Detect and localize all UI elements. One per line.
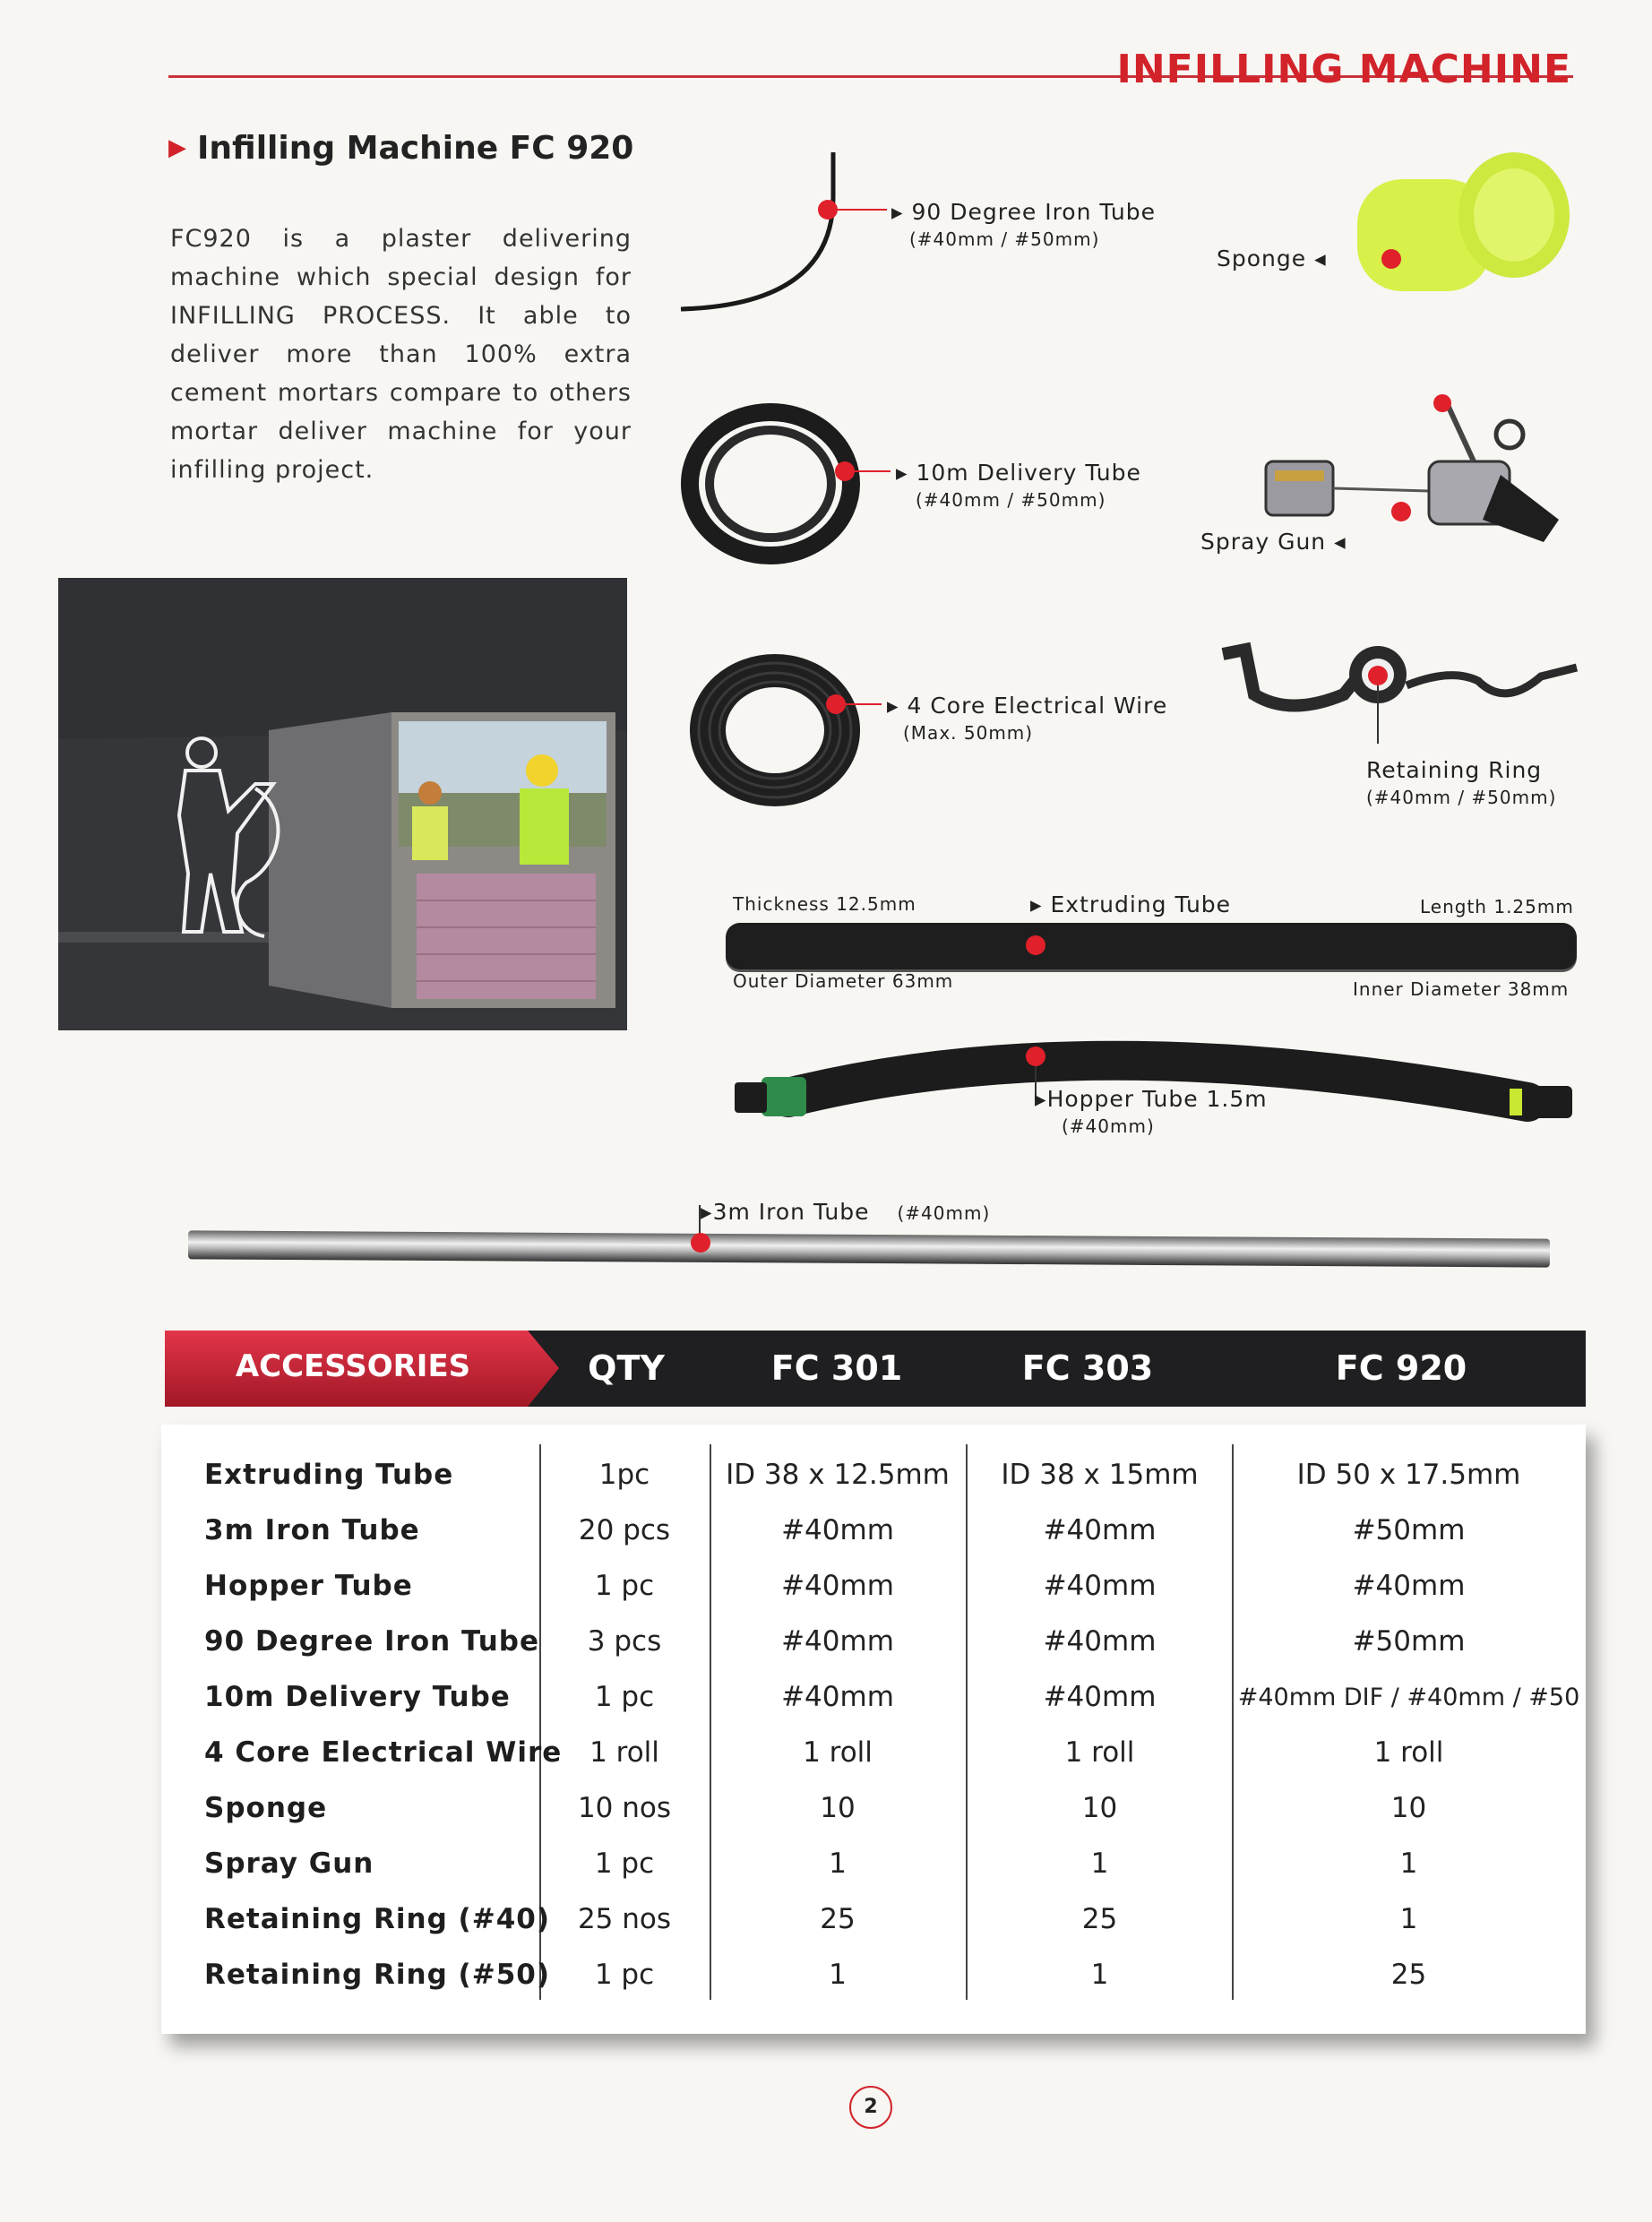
iron-tube-3m-image bbox=[188, 1230, 1550, 1267]
retaining-ring-image bbox=[1218, 632, 1586, 730]
retaining-ring-marker bbox=[1368, 666, 1388, 685]
hopper-tube-spec: (#40mm) bbox=[1062, 1115, 1155, 1137]
row-fc303: 1 bbox=[1090, 1847, 1109, 1880]
row-qty: 3 pcs bbox=[587, 1625, 662, 1658]
row-fc303: #40mm bbox=[1043, 1625, 1157, 1658]
row-fc920: #40mm bbox=[1352, 1570, 1466, 1602]
delivery-tube-marker bbox=[835, 461, 855, 481]
row-fc301: #40mm bbox=[781, 1625, 894, 1658]
extruding-inner-diameter: Inner Diameter 38mm bbox=[1353, 978, 1570, 1000]
iron-tube-3m-marker bbox=[691, 1233, 710, 1253]
iron-tube-3m-label: ▸3m Iron Tube (#40mm) bbox=[701, 1199, 991, 1225]
iron-tube-90-label: ▸ 90 Degree Iron Tube bbox=[891, 199, 1156, 225]
extruding-length: Length 1.25mm bbox=[1420, 896, 1574, 917]
row-qty: 1 pc bbox=[594, 1959, 655, 1991]
electrical-wire-image bbox=[681, 645, 873, 820]
table-row bbox=[161, 1459, 1586, 1514]
table-row bbox=[161, 1903, 1586, 1959]
section-title-text: Infilling Machine FC 920 bbox=[197, 130, 634, 167]
row-fc301: ID 38 x 12.5mm bbox=[726, 1459, 950, 1491]
header-fc303: FC 303 bbox=[1021, 1348, 1154, 1388]
row-fc303: 25 bbox=[1081, 1903, 1118, 1935]
iron-tube-90-leader bbox=[838, 209, 887, 211]
spray-gun-marker bbox=[1391, 502, 1411, 521]
delivery-tube-spec: (#40mm / #50mm) bbox=[916, 489, 1106, 511]
row-fc920: 25 bbox=[1390, 1959, 1427, 1991]
row-fc920: ID 50 x 17.5mm bbox=[1296, 1459, 1521, 1491]
electrical-wire-marker bbox=[826, 694, 846, 714]
row-fc301: #40mm bbox=[781, 1514, 894, 1546]
electrical-wire-leader bbox=[846, 703, 882, 705]
table-row bbox=[161, 1736, 1586, 1792]
row-fc920: #40mm DIF / #40mm / #50 bbox=[1237, 1684, 1580, 1711]
row-qty: 1 pc bbox=[594, 1570, 655, 1602]
spray-gun-label: Spray Gun ◂ bbox=[1200, 529, 1347, 555]
row-name: Retaining Ring (#40) bbox=[204, 1903, 551, 1935]
row-fc303: #40mm bbox=[1043, 1570, 1157, 1602]
row-name: 90 Degree Iron Tube bbox=[204, 1625, 540, 1658]
hopper-tube-marker bbox=[1026, 1046, 1045, 1066]
row-fc301: 1 bbox=[829, 1959, 847, 1991]
row-name: Extruding Tube bbox=[204, 1459, 454, 1491]
row-name: 3m Iron Tube bbox=[204, 1514, 420, 1546]
iron-tube-3m-spec: (#40mm) bbox=[897, 1202, 991, 1224]
row-fc301: #40mm bbox=[781, 1570, 894, 1602]
row-qty: 1 pc bbox=[594, 1681, 655, 1713]
table-row bbox=[161, 1514, 1586, 1570]
row-fc303: 1 roll bbox=[1064, 1736, 1135, 1769]
header-fc920: FC 920 bbox=[1335, 1348, 1467, 1388]
triangle-bullet-icon: ▶ bbox=[168, 134, 186, 161]
header-qty: QTY bbox=[588, 1348, 665, 1388]
header-accessories: ACCESSORIES bbox=[235, 1348, 471, 1384]
row-name: Retaining Ring (#50) bbox=[204, 1959, 551, 1991]
electrical-wire-label: ▸ 4 Core Electrical Wire bbox=[887, 693, 1168, 719]
row-fc301: 25 bbox=[820, 1903, 856, 1935]
row-fc303: #40mm bbox=[1043, 1514, 1157, 1546]
table-header bbox=[165, 1331, 1586, 1407]
row-fc301: 10 bbox=[820, 1792, 856, 1824]
row-fc301: 1 roll bbox=[803, 1736, 873, 1769]
row-name: Spray Gun bbox=[204, 1847, 374, 1880]
hopper-tube-image bbox=[735, 1021, 1586, 1147]
table-row bbox=[161, 1625, 1586, 1681]
row-fc920: 1 bbox=[1399, 1903, 1418, 1935]
page-header-title: INFILLING MACHINE bbox=[1116, 47, 1571, 92]
section-title bbox=[168, 130, 633, 167]
accessories-table bbox=[161, 1425, 1586, 2034]
row-fc303: ID 38 x 15mm bbox=[1001, 1459, 1199, 1491]
row-fc920: 10 bbox=[1390, 1792, 1427, 1824]
row-fc920: 1 roll bbox=[1373, 1736, 1444, 1769]
delivery-tube-leader bbox=[855, 470, 891, 472]
row-qty: 1 pc bbox=[594, 1847, 655, 1880]
extruding-tube-image bbox=[726, 923, 1577, 969]
extruding-outer-diameter: Outer Diameter 63mm bbox=[733, 970, 954, 992]
row-name: Hopper Tube bbox=[204, 1570, 413, 1602]
row-name: Sponge bbox=[204, 1792, 328, 1824]
row-name: 10m Delivery Tube bbox=[204, 1681, 511, 1713]
sponge-image bbox=[1348, 148, 1581, 300]
row-fc303: 1 bbox=[1090, 1959, 1109, 1991]
section-description: FC920 is a plaster delivering machine which special design for INFILLING PROCESS. It able to deliver more than 100% extra cement mortars compare to others mortar deliver machine for your infilling project. bbox=[170, 225, 632, 484]
row-fc303: 10 bbox=[1081, 1792, 1118, 1824]
row-name: 4 Core Electrical Wire bbox=[204, 1736, 563, 1769]
page-number: 2 bbox=[849, 2086, 892, 2129]
extruding-thickness: Thickness 12.5mm bbox=[733, 893, 916, 915]
extruding-tube-label: ▸ Extruding Tube bbox=[1030, 891, 1232, 917]
table-row bbox=[161, 1681, 1586, 1736]
iron-tube-90-spec: (#40mm / #50mm) bbox=[909, 228, 1100, 250]
sponge-label: Sponge ◂ bbox=[1217, 245, 1327, 271]
worker-illustration bbox=[58, 578, 627, 1030]
table-row bbox=[161, 1792, 1586, 1847]
delivery-tube-image bbox=[676, 399, 873, 569]
delivery-tube-label: ▸ 10m Delivery Tube bbox=[896, 460, 1141, 486]
retaining-ring-leader bbox=[1377, 685, 1379, 744]
row-qty: 20 pcs bbox=[578, 1514, 671, 1546]
row-fc301: 1 bbox=[829, 1847, 847, 1880]
row-fc920: #50mm bbox=[1352, 1514, 1466, 1546]
hopper-tube-label: ▸Hopper Tube 1.5m bbox=[1035, 1086, 1268, 1112]
iron-tube-90-marker bbox=[818, 200, 838, 220]
table-row bbox=[161, 1847, 1586, 1903]
electrical-wire-spec: (Max. 50mm) bbox=[903, 722, 1034, 744]
table-row bbox=[161, 1959, 1586, 2014]
extruding-tube-marker bbox=[1026, 935, 1045, 955]
iron-tube-90-image bbox=[672, 143, 851, 323]
row-fc301: #40mm bbox=[781, 1681, 894, 1713]
header-fc301: FC 301 bbox=[770, 1348, 903, 1388]
row-fc920: #50mm bbox=[1352, 1625, 1466, 1658]
sponge-marker bbox=[1381, 249, 1401, 269]
row-qty: 25 nos bbox=[577, 1903, 672, 1935]
retaining-ring-spec: (#40mm / #50mm) bbox=[1366, 787, 1557, 808]
table-row bbox=[161, 1570, 1586, 1625]
row-qty: 1pc bbox=[598, 1459, 650, 1491]
retaining-ring-label: Retaining Ring bbox=[1366, 757, 1543, 783]
row-fc920: 1 bbox=[1399, 1847, 1418, 1880]
row-qty: 1 roll bbox=[589, 1736, 659, 1769]
row-fc303: #40mm bbox=[1043, 1681, 1157, 1713]
row-qty: 10 nos bbox=[577, 1792, 672, 1824]
hero-illustration bbox=[58, 578, 627, 1030]
